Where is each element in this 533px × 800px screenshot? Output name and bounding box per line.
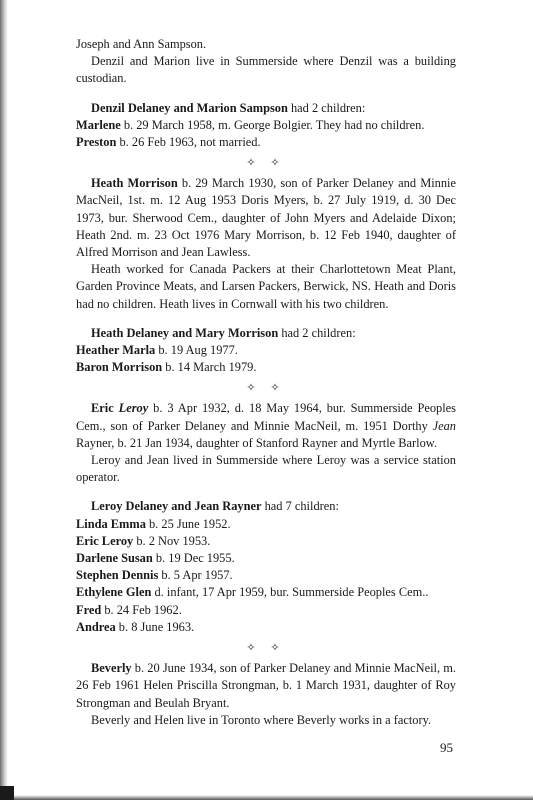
family-heading-leroy: [76, 498, 456, 515]
child-name: Preston: [76, 135, 117, 150]
family-heading-names: Leroy Delaney and Jean Rayner: [91, 499, 262, 514]
child-entry: [76, 567, 456, 584]
child-details: b. 14 March 1979.: [162, 360, 257, 375]
family-heading-names: Heath Delaney and Mary Morrison: [91, 325, 279, 340]
person-bio: Beverly and Helen live in Toronto where Beverly works in a factory.: [91, 712, 432, 727]
child-name: Stephen Dennis: [76, 568, 159, 583]
child-entry: [76, 516, 456, 533]
family-heading-denzil: [76, 100, 456, 117]
child-details: b. 5 Apr 1957.: [158, 568, 233, 583]
child-name: Marlene: [76, 117, 121, 132]
child-entry: [76, 602, 456, 619]
section-separator: ✧ ✧: [246, 157, 286, 170]
person-details: b. 29 March 1930, son of Parker Delaney and Minnie MacNeil, 1st. m. 12 Aug 1953 Doris Myers, b. 27 July 1919, d. 30 Dec 1973, bur. Sherwood Cem., daughter of John Myers and Adelaide Dixon; Heath 2nd. m. 23 Oct 1976 Mary Morrison, b. 12 Feb 1940, daughter of Alfred Morrison and Jean Lawless.: [76, 176, 456, 260]
child-details: b. 19 Aug 1977.: [155, 343, 238, 358]
child-details: b. 25 June 1952.: [145, 516, 231, 531]
child-name: Andrea: [76, 619, 116, 634]
child-name: Fred: [76, 602, 102, 617]
child-entry: [76, 584, 456, 601]
child-entry: [76, 359, 456, 376]
intro-paragraph: Denzil and Marion live in Summerside where Denzil was a building custodian.: [76, 54, 456, 86]
person-details: b. 3 Apr 1932, d. 18 May 1964, bur. Summerside Peoples Cem., son of Parker Delaney and Minnie MacNeil, m. 1951 Dorthy: [76, 401, 456, 433]
child-entry: [76, 550, 456, 567]
section-separator: ✧ ✧: [246, 642, 286, 655]
person-details-cont: Rayner, b. 21 Jan 1934, daughter of Stanford Rayner and Myrtle Barlow.: [76, 435, 438, 450]
page-number: 95: [440, 740, 453, 755]
child-name: Linda Emma: [76, 516, 146, 531]
section-separator: ✧ ✧: [246, 382, 286, 395]
page-edge-shadow: [0, 0, 8, 800]
person-name: Eric Leroy: [91, 401, 149, 416]
family-heading-names: Denzil Delaney and Marion Sampson: [91, 100, 288, 115]
child-details: d. infant, 17 Apr 1959, bur. Summerside Peoples Cem..: [151, 585, 429, 600]
person-entry-eric: [76, 400, 456, 452]
child-details: b. 26 Feb 1963, not married.: [116, 135, 261, 150]
person-name: Beverly: [91, 661, 132, 676]
child-details: b. 2 Nov 1953.: [133, 533, 211, 548]
child-details: b. 24 Feb 1962.: [101, 602, 182, 617]
page-corner-mark: [0, 786, 14, 800]
child-entry: [76, 533, 456, 550]
person-bio: Heath worked for Canada Packers at their Charlottetown Meat Plant, Garden Province Meats, and Larsen Packers, Berwick, NS. Heath and Doris had no children. Heath lives in Cornwall with his two children.: [76, 262, 456, 311]
child-name: Heather Marla: [76, 343, 156, 358]
child-name: Ethylene Glen: [76, 585, 152, 600]
family-heading-count: had 7 children:: [261, 499, 339, 514]
child-name: Baron Morrison: [76, 360, 163, 375]
child-entry: [76, 342, 456, 359]
spouse-nickname: Jean: [432, 418, 456, 433]
child-entry: [76, 134, 456, 151]
person-nickname: Leroy: [118, 401, 149, 416]
person-details: b. 20 June 1934, son of Parker Delaney and Minnie MacNeil, m. 26 Feb 1961 Helen Priscilla Strongman, b. 1 March 1931, daughter of Roy Strongman and Beulah Bryant.: [76, 661, 456, 710]
child-details: b. 19 Dec 1955.: [152, 551, 235, 566]
child-entry: [76, 117, 456, 134]
person-entry-heath: [76, 175, 456, 261]
intro-line: Joseph and Ann Sampson.: [76, 37, 207, 51]
page-bottom-edge: [0, 795, 533, 800]
family-heading-heath: [76, 325, 456, 342]
person-entry-beverly: [76, 660, 456, 712]
person-bio: Leroy and Jean lived in Summerside where Leroy was a service station operator.: [76, 453, 456, 485]
family-heading-count: had 2 children:: [287, 100, 366, 115]
child-details: b. 29 March 1958, m. George Bolgier. They had no children.: [120, 117, 425, 132]
child-details: b. 8 June 1963.: [115, 619, 195, 634]
child-entry: [76, 619, 456, 636]
person-name: Heath Morrison: [91, 176, 178, 191]
child-name: Eric Leroy: [76, 533, 134, 548]
family-heading-count: had 2 children:: [278, 325, 356, 340]
child-name: Darlene Susan: [76, 551, 153, 566]
page-body: [76, 36, 456, 729]
